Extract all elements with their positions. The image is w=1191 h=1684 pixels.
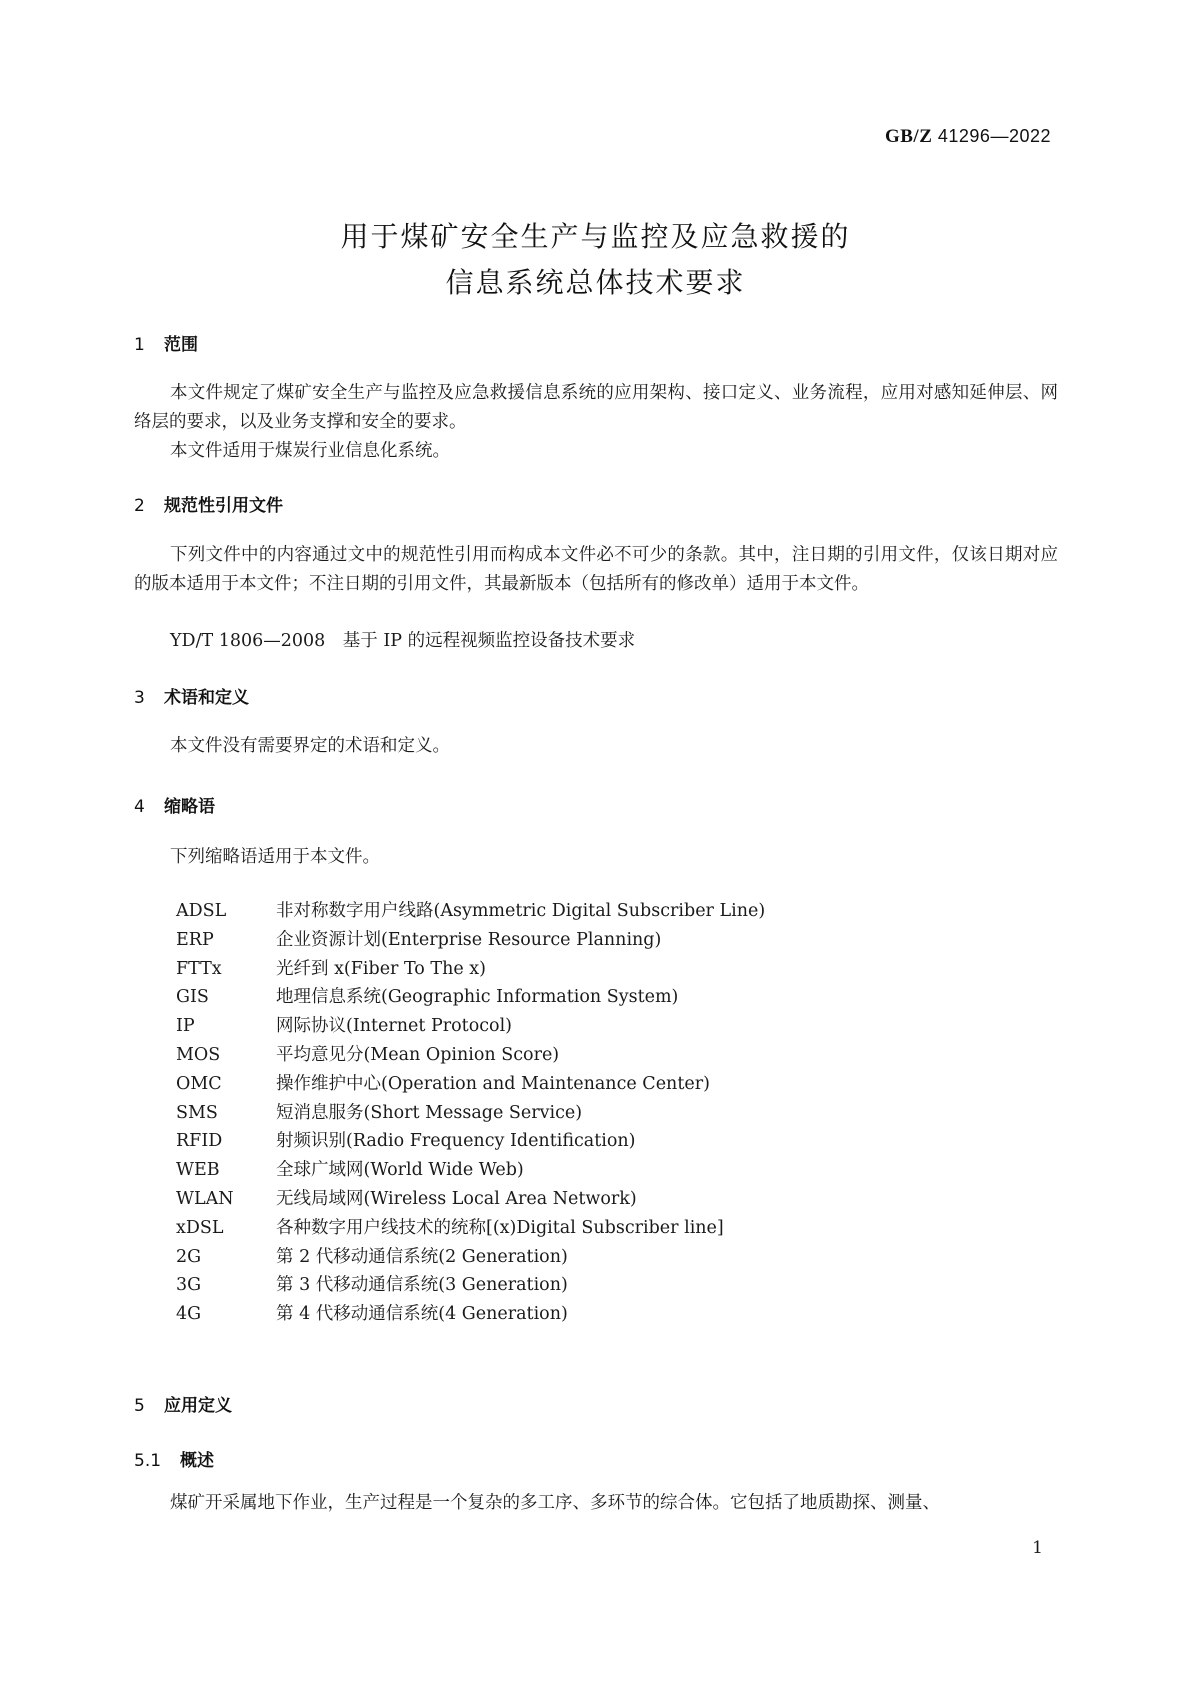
abbreviation-row <box>176 897 765 926</box>
abbreviation-row <box>176 1012 765 1041</box>
abbreviation-row <box>176 1156 765 1185</box>
title-line-1: 用于煤矿安全生产与监控及应急救援的 <box>340 220 851 253</box>
abbreviation-row <box>176 1041 765 1070</box>
section-3-paragraph-1: 本文件没有需要界定的术语和定义。 <box>170 736 450 756</box>
section-number: 3 <box>134 688 145 708</box>
section-title: 规范性引用文件 <box>164 496 283 516</box>
abbreviation-definition: 操作维护中心(Operation and Maintenance Center) <box>276 1073 710 1094</box>
abbreviation-term: xDSL <box>176 1217 224 1238</box>
abbreviation-term: ADSL <box>176 901 227 921</box>
abbreviation-row <box>176 926 765 955</box>
abbreviation-list <box>176 897 765 1329</box>
section-1-heading <box>134 330 198 355</box>
normative-reference: YD/T 1806—2008 基于 IP 的远程视频监控设备技术要求 <box>170 631 636 651</box>
section-title: 应用定义 <box>164 1396 232 1416</box>
abbreviation-definition: 网际协议(Internet Protocol) <box>276 1016 512 1037</box>
abbreviation-row <box>176 1214 765 1243</box>
abbreviation-row <box>176 983 765 1012</box>
section-5-heading <box>134 1391 232 1416</box>
section-number: 5 <box>134 1396 145 1416</box>
abbreviation-term: ERP <box>176 929 214 950</box>
abbreviation-row <box>176 1271 765 1300</box>
abbreviation-definition: 地理信息系统(Geographic Information System) <box>276 987 679 1008</box>
section-number: 1 <box>134 335 145 355</box>
abbreviation-term: 4G <box>176 1304 202 1325</box>
abbreviation-term: 2G <box>176 1246 202 1267</box>
title-line-2: 信息系统总体技术要求 <box>445 266 746 299</box>
abbreviation-term: OMC <box>176 1073 222 1094</box>
section-1-paragraph-2: 本文件适用于煤炭行业信息化系统。 <box>170 441 450 461</box>
abbreviation-row <box>176 1300 765 1329</box>
section-1-paragraph-1: 本文件规定了煤矿安全生产与监控及应急救援信息系统的应用架构、接口定义、业务流程，应用对感知延伸层、网络层的要求，以及业务支撑和安全的要求。 <box>134 383 1058 432</box>
abbreviation-term: IP <box>176 1016 195 1037</box>
section-2-heading <box>134 491 283 516</box>
section-title: 术语和定义 <box>164 688 249 708</box>
abbreviation-term: WEB <box>176 1160 220 1181</box>
abbreviation-definition: 平均意见分(Mean Opinion Score) <box>276 1044 560 1065</box>
abbreviation-term: MOS <box>176 1044 221 1065</box>
abbreviation-term: 3G <box>176 1275 202 1296</box>
abbreviation-term: GIS <box>176 987 209 1008</box>
abbreviation-row <box>176 1185 765 1214</box>
abbreviation-definition: 各种数字用户线技术的统称[(x)Digital Subscriber line] <box>276 1217 724 1238</box>
abbreviations-intro: 下列缩略语适用于本文件。 <box>170 847 380 867</box>
abbreviation-definition: 第 4 代移动通信系统(4 Generation) <box>276 1304 568 1325</box>
abbreviation-term: RFID <box>176 1131 223 1152</box>
section-5-1-paragraph-1: 煤矿开采属地下作业，生产过程是一个复杂的多工序、多环节的综合体。它包括了地质勘探、测量、 <box>170 1493 940 1513</box>
section-5-1-heading <box>134 1446 214 1471</box>
abbreviation-row <box>176 1243 765 1272</box>
abbreviation-definition: 第 3 代移动通信系统(3 Generation) <box>276 1275 568 1296</box>
standard-code <box>885 126 1051 148</box>
abbreviation-term: WLAN <box>176 1188 234 1209</box>
section-3-heading <box>134 683 249 708</box>
abbreviation-definition: 全球广域网(World Wide Web) <box>276 1160 524 1181</box>
section-4-heading <box>134 792 215 817</box>
abbreviation-definition: 企业资源计划(Enterprise Resource Planning) <box>276 929 662 950</box>
abbreviation-definition: 短消息服务(Short Message Service) <box>276 1102 583 1123</box>
standard-code-prefix: GB/Z <box>884 126 933 147</box>
abbreviation-definition: 光纤到 x(Fiber To The x) <box>276 958 486 979</box>
abbreviation-row <box>176 1127 765 1156</box>
section-2-paragraph-1: 下列文件中的内容通过文中的规范性引用而构成本文件必不可少的条款。其中，注日期的引用文件，仅该日期对应的版本适用于本文件；不注日期的引用文件，其最新版本（包括所有的修改单）适用于本文件。 <box>134 545 1058 594</box>
section-number: 4 <box>134 797 145 817</box>
abbreviation-definition: 非对称数字用户线路(Asymmetric Digital Subscriber Line) <box>276 901 766 921</box>
abbreviation-definition: 第 2 代移动通信系统(2 Generation) <box>276 1246 568 1267</box>
page-number: 1 <box>1032 1538 1043 1558</box>
abbreviation-row <box>176 955 765 984</box>
abbreviation-definition: 无线局域网(Wireless Local Area Network) <box>276 1188 637 1209</box>
abbreviation-term: FTTx <box>176 958 222 979</box>
section-title: 概述 <box>180 1451 214 1471</box>
abbreviation-row <box>176 1070 765 1099</box>
abbreviation-row <box>176 1099 765 1128</box>
abbreviation-term: SMS <box>176 1102 218 1123</box>
abbreviation-definition: 射频识别(Radio Frequency Identification) <box>276 1131 636 1152</box>
section-number: 5.1 <box>134 1451 162 1471</box>
section-title: 缩略语 <box>164 797 215 817</box>
document-title <box>0 214 1191 306</box>
section-title: 范围 <box>164 335 198 355</box>
section-number: 2 <box>134 496 145 516</box>
standard-code-number: 41296—2022 <box>937 126 1051 146</box>
